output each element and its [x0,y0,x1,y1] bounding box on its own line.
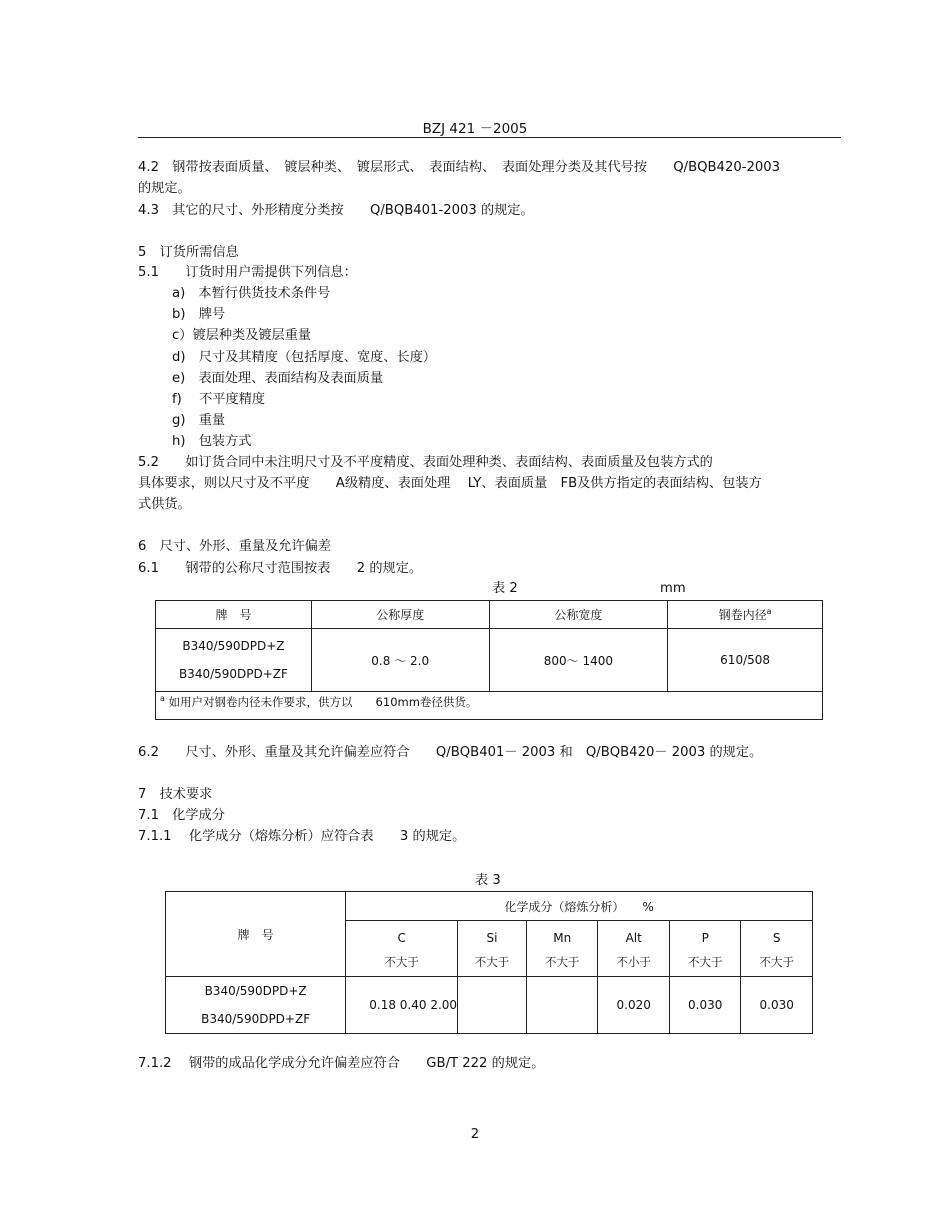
table-2-header-inner-diameter [668,601,823,629]
list-item: h) 包装方式 [172,434,252,449]
header-rule [138,137,841,138]
table-3-value-s: 0.030 [741,977,813,1034]
table-3-caption: 表 3 [475,873,501,888]
table-2-inner-diameter-value: 610/508 [668,629,823,692]
clause-5-2: 5.2 如订货合同中未注明尺寸及不平度精度、表面处理种类、表面结构、表面质量及包装方式的 [138,455,713,470]
clause-6-2: 6.2 尺寸、外形、重量及其允许偏差应符合 Q/BQB401－ 2003 和 Q/BQB420－ 2003 的规定。 [138,745,763,760]
table-2-header-width: 公称宽度 [489,601,668,629]
table-2-header-thickness: 公称厚度 [311,601,489,629]
table-3-value-alt: 0.020 [598,977,670,1034]
element-symbol: Si [486,930,498,945]
clause-7-1: 7.1 化学成分 [138,808,225,823]
table-2-unit: mm [660,581,686,596]
limit-label: 不小于 [616,954,651,969]
clause-5-2-cont: 具体要求，则以尺寸及不平度 A级精度、表面处理 LY、表面质量 FB及供方指定的表面结构、包装方 [138,476,762,491]
table-3-value-mn [527,977,598,1034]
page-number: 2 [470,1127,480,1142]
limit-label: 不大于 [759,954,794,969]
grade-cell: B340/590DPD+Z [204,984,307,998]
grade-cell: B340/590DPD+Z [182,639,285,653]
clause-4-2: 4.2 钢带按表面质量、 镀层种类、 镀层形式、 表面结构、 表面处理分类及其代号按 Q/BQB420-2003 [138,160,781,175]
table-3-element-c [346,921,458,977]
clause-6-1: 6.1 钢带的公称尺寸范围按表 2 的规定。 [138,561,423,576]
element-symbol: Alt [625,930,642,945]
element-symbol: P [701,930,709,945]
table-3-element-p [669,921,741,977]
doc-id: BZJ 421 －2005 [422,121,528,137]
list-item: b) 牌号 [172,307,226,322]
clause-4-2-cont: 的规定。 [138,181,191,196]
table-2-footnote [156,692,823,720]
table-3-element-alt [598,921,670,977]
table-2-caption: 表 2 [492,581,518,596]
table-2-grades [156,629,312,692]
clause-5-2-end: 式供货。 [138,497,191,512]
list-item: a) 本暂行供货技术条件号 [172,286,331,301]
element-symbol: Mn [553,930,572,945]
table-3 [165,891,813,1034]
limit-label: 不大于 [544,954,580,969]
limit-label: 不大于 [474,954,510,969]
table-3-value-p: 0.030 [669,977,741,1034]
table-2 [155,600,823,720]
clause-7-1-1: 7.1.1 化学成分（熔炼分析）应符合表 3 的规定。 [138,829,466,844]
table-3-grades [166,977,346,1034]
table-3-header-composition: 化学成分（熔炼分析） % [346,892,813,921]
limit-label: 不大于 [384,954,419,969]
table-3-value-c-si-mn: 0.18 0.40 2.00 [346,977,458,1034]
list-item: d) 尺寸及其精度（包括厚度、宽度、长度） [172,350,437,365]
page-footer [0,1127,950,1143]
table-3-element-si [458,921,527,977]
table-3-value-si [458,977,527,1034]
header-label: 钢卷内径 [718,608,767,622]
table-3-element-s [741,921,813,977]
list-item: f) 不平度精度 [172,392,266,407]
footnote-text: 如用户对钢卷内径未作要求，供方以 610mm卷径供货。 [168,695,478,709]
table-3-element-mn [527,921,598,977]
clause-5-1: 5.1 订货时用户需提供下列信息： [138,265,357,280]
limit-label: 不大于 [687,954,723,969]
element-symbol: S [772,930,781,945]
footnote-mark: a [766,607,772,616]
clause-4-3: 4.3 其它的尺寸、外形精度分类按 Q/BQB401-2003 的规定。 [138,203,534,218]
clause-7-1-2: 7.1.2 钢带的成品化学成分允许偏差应符合 GB/T 222 的规定。 [138,1056,545,1071]
grade-cell: B340/590DPD+ZF [201,1012,311,1026]
list-item: e) 表面处理、表面结构及表面质量 [172,371,384,386]
table-3-header-grade: 牌 号 [166,892,346,977]
list-item: c）镀层种类及镀层重量 [172,328,312,343]
running-header [0,117,950,137]
section-5-heading: 5 订货所需信息 [138,245,239,260]
section-6-heading: 6 尺寸、外形、重量及允许偏差 [138,539,332,554]
table-2-header-grade: 牌 号 [156,601,312,629]
table-2-thickness-value: 0.8 ～ 2.0 [311,629,489,692]
section-7-heading: 7 技术要求 [138,787,213,802]
list-item: g) 重量 [172,413,226,428]
footnote-mark: a [160,694,165,704]
grade-cell: B340/590DPD+ZF [178,667,288,681]
element-symbol: C [397,930,406,945]
table-2-width-value: 800～ 1400 [489,629,668,692]
